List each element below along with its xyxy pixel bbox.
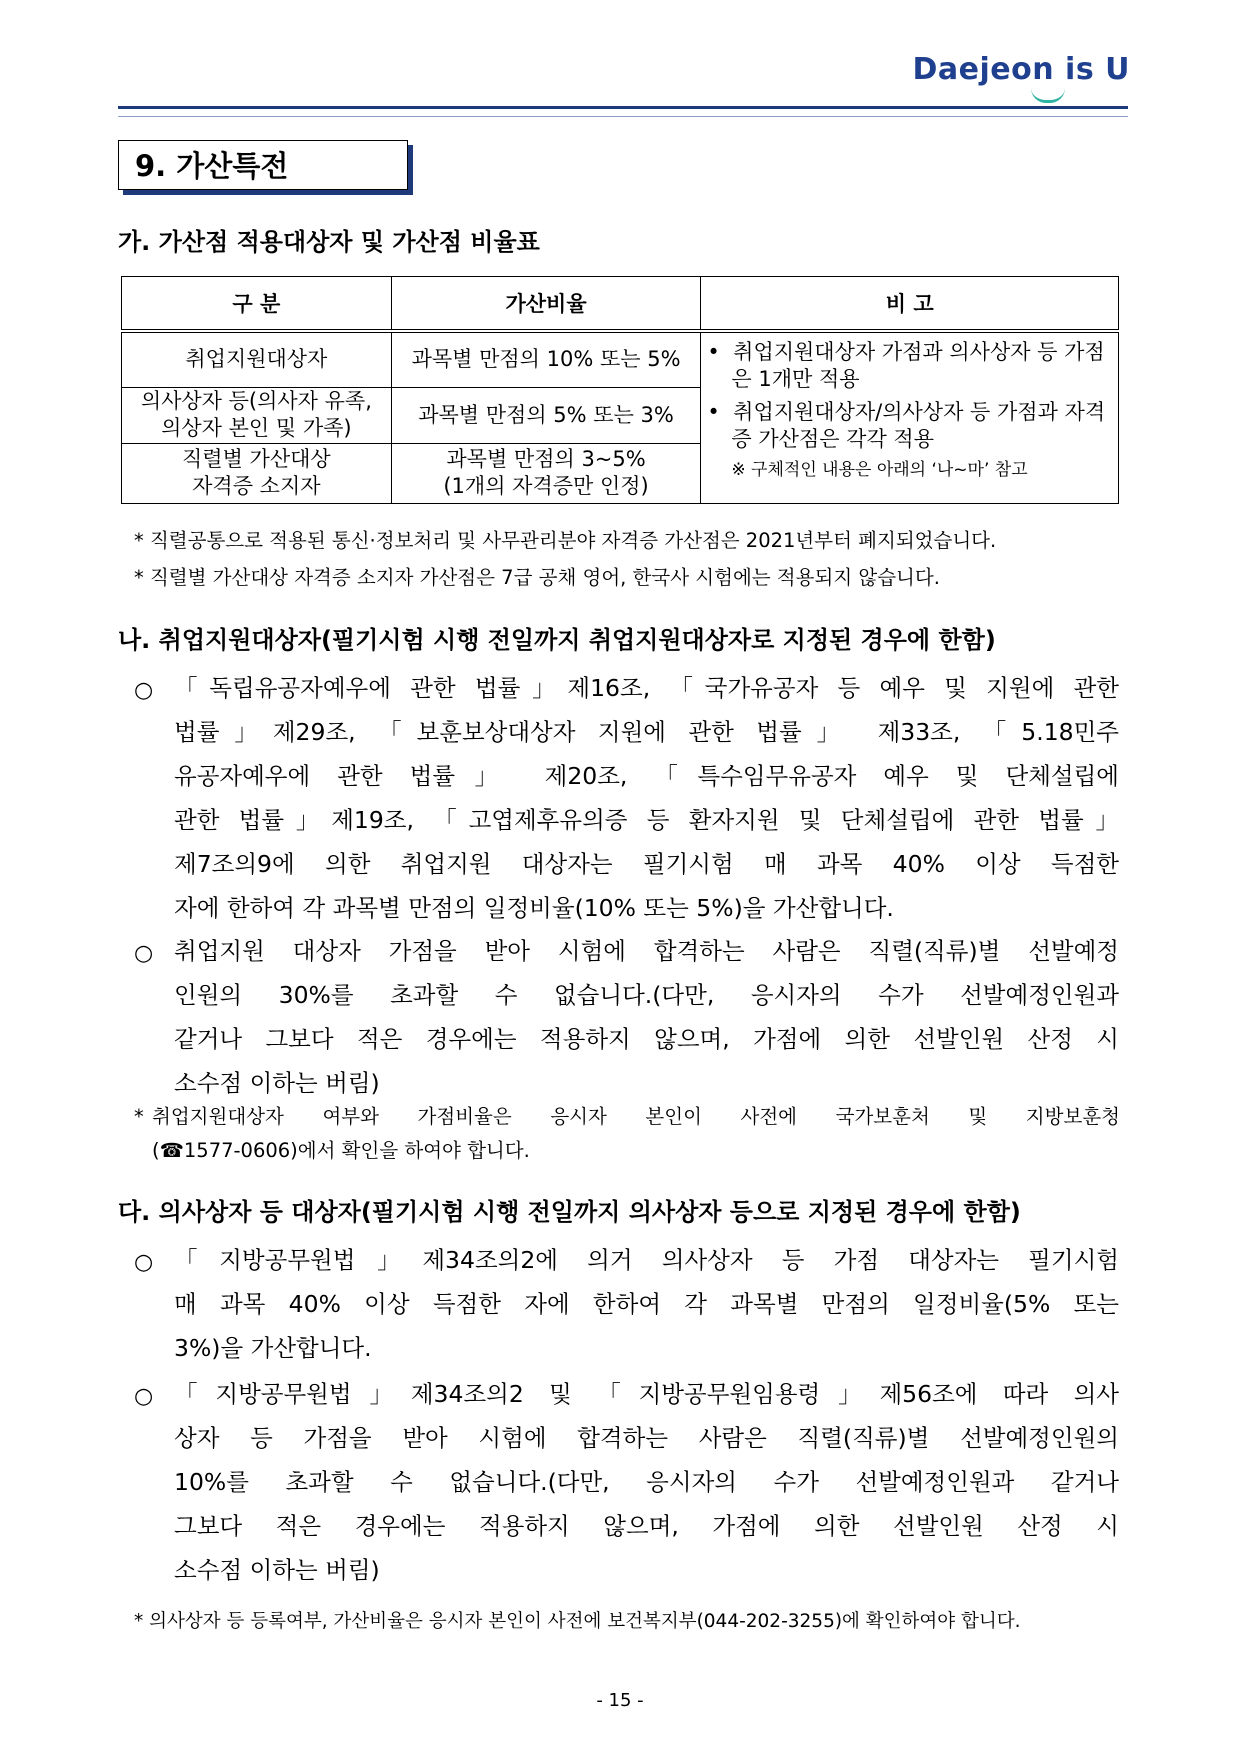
footnote-1: * 직렬공통으로 적용된 통신·정보처리 및 사무관리분야 자격증 가산점은 2021년부터 폐지되었습니다. <box>134 529 997 552</box>
paragraph-na-2: 취업지원 대상자 가점을 받아 시험에 합격하는 사람은 직렬(직류)별 선발예정 인원의 30%를 초과할 수 없습니다.(다만, 응시자의 수가 선발예정인원과 같거나 그보다 적은 경우에는 적용하지 않으며, 가점에 의한 선발인원 산정 시 소수점 이하는 버림) <box>174 937 1119 1097</box>
heading-na: 나. 취업지원대상자(필기시험 시행 전일까지 취업지원대상자로 지정된 경우에 한함) <box>118 626 996 654</box>
brand-logo: Daejeon is U <box>913 52 1130 87</box>
bullet-marker: ○ <box>134 941 154 966</box>
col-header-rate: 가산비율 <box>391 277 701 332</box>
cell-category: 의사상자 등(의사자 유족, 의상자 본인 및 가족) <box>122 387 392 443</box>
header-rule-thin <box>118 116 1128 117</box>
paragraph-na-1: 「독립유공자예우에 관한 법률」제16조, 「국가유공자 등 예우 및 지원에 관한 법률」제29조, 「보훈보상대상자 지원에 관한 법률」 제33조, 「5.18민주 유공자예우에 관한 법률」 제20조, 「특수임무유공자 예우 및 단체설립에 관한 법률」제19조, 「고엽제후유의증 등 환자지원 및 단체설립에 관한 법률」 제7조의9에 의한 취업지원 대상자는 필기시험 매 과목 40% 이상 득점한 자에 한하여 각 과목별 만점의 일정비율(10% 또는 5%)을 가산합니다. <box>174 674 1119 922</box>
note-bullet-2: • 취업지원대상자/의사상자 등 가점과 자격증 가산점은 각각 적용 <box>707 400 1106 451</box>
note-bullet-1: • 취업지원대상자 가점과 의사상자 등 가점은 1개만 적용 <box>707 340 1105 391</box>
section-title: 9. 가산특전 <box>118 140 408 190</box>
page-number: - 15 - <box>596 1690 644 1711</box>
cell-category: 직렬별 가산대상 자격증 소지자 <box>122 443 392 503</box>
paragraph-da-2: 「지방공무원법」제34조의2 및 「지방공무원임용령」제56조에 따라 의사 상자 등 가점을 받아 시험에 합격하는 사람은 직렬(직류)별 선발예정인원의 10%를 초과할 수 없습니다.(다만, 응시자의 수가 선발예정인원과 같거나 그보다 적은 경우에는 적용하지 않으며, 가점에 의한 선발인원 산정 시 소수점 이하는 버림) <box>174 1380 1119 1584</box>
smile-icon <box>1031 88 1065 103</box>
col-header-category: 구 분 <box>122 277 392 332</box>
paragraph-da-1: 「지방공무원법」제34조의2에 의거 의사상자 등 가점 대상자는 필기시험 매 과목 40% 이상 득점한 자에 한하여 각 과목별 만점의 일정비율(5% 또는 3%)을 가산합니다. <box>174 1246 1119 1362</box>
cell-rate: 과목별 만점의 3~5% (1개의 자격증만 인정) <box>391 443 701 503</box>
note-da: * 의사상자 등 등록여부, 가산비율은 응시자 본인이 사전에 보건복지부(044-202-3255)에 확인하여야 합니다. <box>134 1611 1021 1632</box>
footnote-2: * 직렬별 가산대상 자격증 소지자 가산점은 7급 공채 영어, 한국사 시험에는 적용되지 않습니다. <box>134 566 940 589</box>
col-header-note: 비 고 <box>701 277 1119 332</box>
cell-note <box>701 331 1119 503</box>
bonus-rate-table <box>121 276 1119 504</box>
heading-da: 다. 의사상자 등 대상자(필기시험 시행 전일까지 의사상자 등으로 지정된 경우에 한함) <box>118 1198 1021 1226</box>
bullet-marker: ○ <box>134 678 154 703</box>
cell-category: 취업지원대상자 <box>122 331 392 387</box>
bullet-marker: ○ <box>134 1250 154 1275</box>
note-na: * 취업지원대상자 여부와 가점비율은 응시자 본인이 사전에 국가보훈처 및 지방보훈청 (☎1577-0606)에서 확인을 하여야 합니다. <box>134 1105 1120 1162</box>
cell-rate: 과목별 만점의 5% 또는 3% <box>391 387 701 443</box>
header-rule <box>118 106 1128 109</box>
bullet-marker: ○ <box>134 1384 154 1409</box>
heading-ga: 가. 가산점 적용대상자 및 가산점 비율표 <box>118 228 540 256</box>
cell-rate: 과목별 만점의 10% 또는 5% <box>391 331 701 387</box>
table-row <box>122 331 1119 387</box>
table-header-row <box>122 277 1119 332</box>
note-small: ※ 구체적인 내용은 아래의 ‘나~마’ 참고 <box>731 460 1028 480</box>
